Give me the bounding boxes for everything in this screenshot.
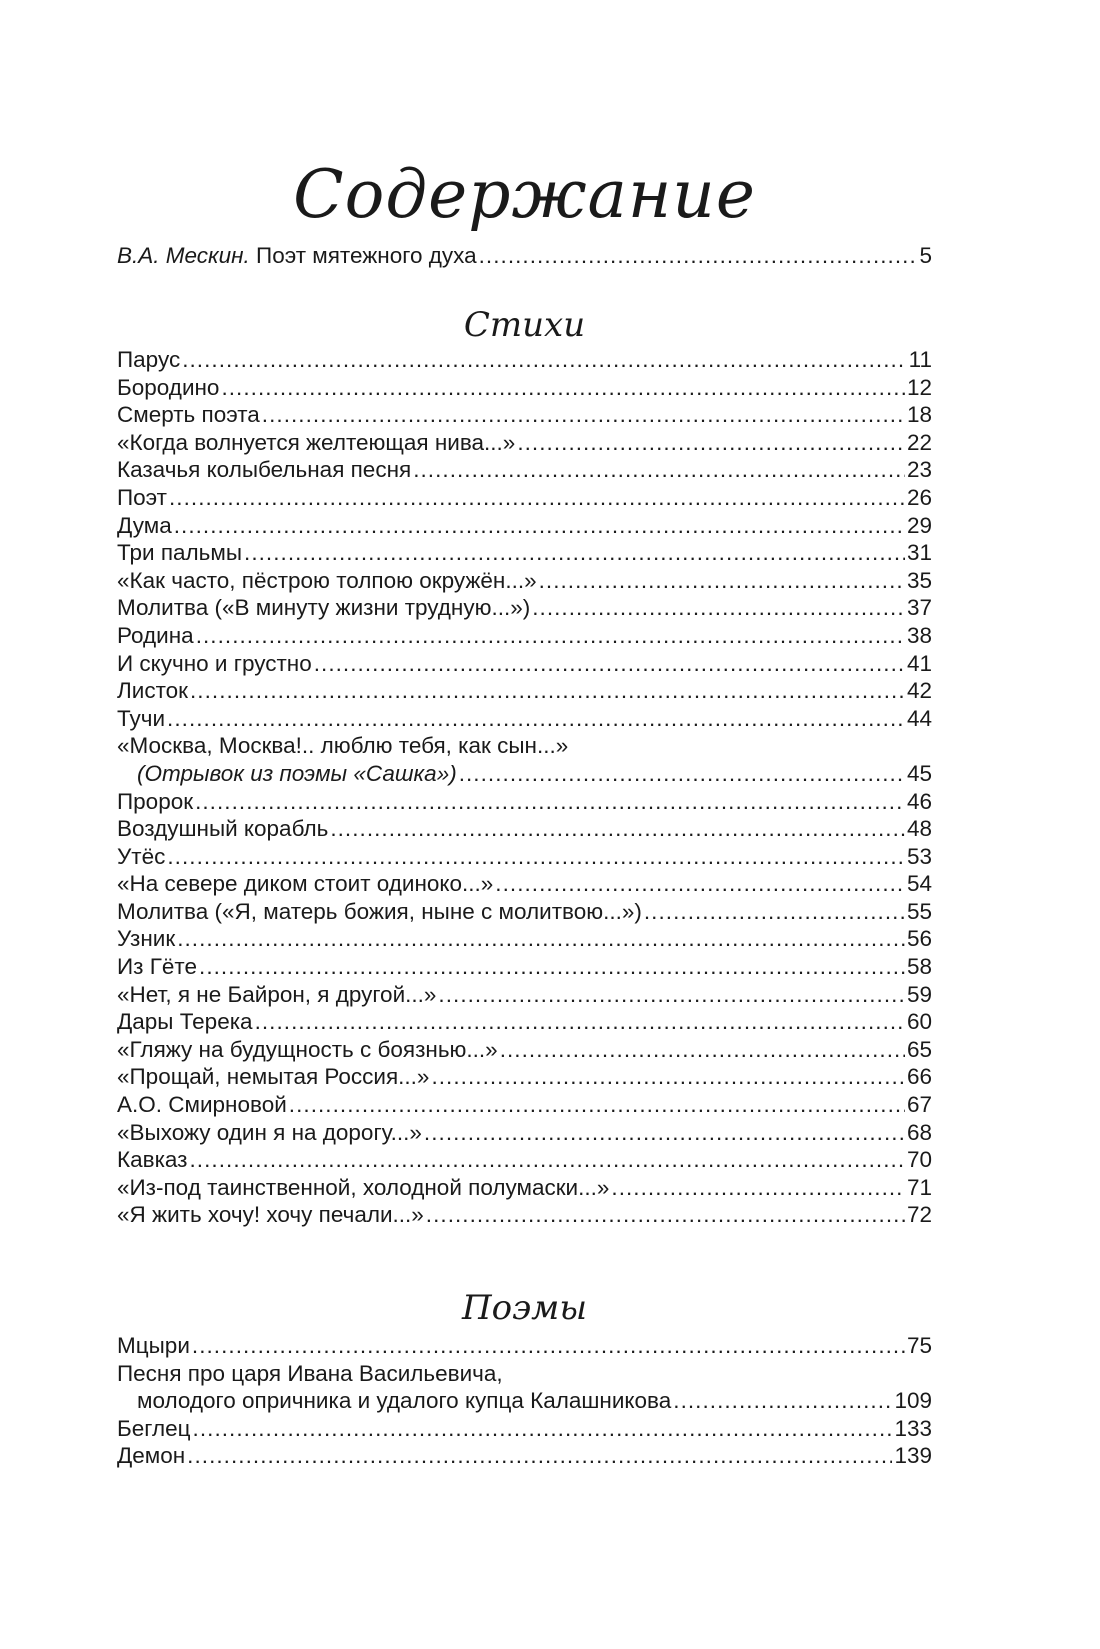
- leader-dots: [431, 1063, 905, 1091]
- section-title-narrative-poems: Поэмы: [461, 1288, 588, 1328]
- toc-entry[interactable]: [117, 1332, 932, 1360]
- toc-entry[interactable]: [117, 788, 932, 816]
- toc-entry-page: 48: [906, 816, 932, 842]
- toc-entry[interactable]: [117, 650, 932, 678]
- toc-entry-page: 58: [906, 954, 932, 980]
- leader-dots: [426, 1201, 905, 1229]
- toc-entry-label: Поэт: [117, 484, 167, 510]
- leader-dots: [413, 456, 905, 484]
- toc-entry-label: Дума: [117, 512, 172, 538]
- leader-dots: [673, 1387, 892, 1415]
- toc-entry-page: 41: [906, 650, 932, 676]
- toc-entry-continuation[interactable]: [117, 1387, 932, 1415]
- toc-entry-label: «Нет, я не Байрон, я другой...»: [117, 981, 437, 1007]
- toc-entry-page: 23: [906, 457, 932, 483]
- leader-dots: [167, 843, 905, 871]
- toc-entry-page: 37: [906, 595, 932, 621]
- leader-dots: [169, 484, 905, 512]
- toc-entry-page: 11: [908, 347, 932, 372]
- toc-entry-page: 66: [906, 1064, 932, 1090]
- toc-entry[interactable]: [117, 925, 932, 953]
- section-list-poems: [117, 346, 932, 1229]
- toc-entry-label: «Прощай, немытая Россия...»: [117, 1064, 430, 1090]
- toc-entry[interactable]: [117, 1119, 932, 1147]
- toc-entry-page: 133: [894, 1415, 932, 1441]
- toc-entry-continuation[interactable]: [117, 760, 932, 788]
- leader-dots: [495, 870, 905, 898]
- toc-entry[interactable]: [117, 1091, 932, 1119]
- toc-entry[interactable]: [117, 1146, 932, 1174]
- toc-entry-label: Дары Терека: [117, 1009, 253, 1035]
- page-title: Содержание: [293, 156, 756, 233]
- toc-entry-label: Из Гёте: [117, 954, 198, 980]
- intro-title: Поэт мятежного духа: [249, 243, 477, 268]
- leader-dots: [190, 677, 905, 705]
- toc-entry[interactable]: [117, 1008, 932, 1036]
- toc-entry-page: 109: [894, 1388, 932, 1414]
- toc-entry-label: Узник: [117, 926, 176, 952]
- toc-entry-label: Парус: [117, 347, 181, 372]
- toc-entry-page: 55: [906, 898, 932, 924]
- toc-entry[interactable]: [117, 1036, 932, 1064]
- toc-entry-page: 29: [906, 512, 932, 538]
- toc-entry-page: 12: [906, 374, 932, 400]
- toc-entry-label: «Когда волнуется желтеющая нива...»: [117, 429, 516, 455]
- toc-entry-label: «Гляжу на будущность с боязнью...»: [117, 1036, 498, 1062]
- toc-entry-label: Мцыри: [117, 1333, 190, 1358]
- leader-dots: [244, 539, 905, 567]
- leader-dots: [424, 1119, 905, 1147]
- toc-entry-page: 75: [906, 1333, 932, 1358]
- toc-entry-page: 60: [906, 1009, 932, 1035]
- leader-dots: [190, 1146, 905, 1174]
- toc-entry-no-page[interactable]: [117, 732, 932, 760]
- toc-entry-label: «Как часто, пёстрою толпою окружён...»: [117, 567, 537, 593]
- section-title-poems: Стихи: [463, 305, 586, 345]
- toc-entry[interactable]: [117, 705, 932, 733]
- toc-entry-page: 46: [906, 788, 932, 814]
- leader-dots: [192, 1332, 905, 1360]
- toc-entry[interactable]: [117, 1201, 932, 1229]
- toc-entry-label: Беглец: [117, 1415, 191, 1441]
- toc-entry-label: молодого опричника и удалого купца Калашникова: [137, 1388, 672, 1414]
- leader-dots: [644, 898, 905, 926]
- toc-entry-label: «На севере диком стоит одиноко...»: [117, 871, 494, 897]
- leader-dots: [539, 567, 905, 595]
- leader-dots: [532, 594, 905, 622]
- toc-entry[interactable]: [117, 1174, 932, 1202]
- toc-entry[interactable]: [117, 374, 932, 402]
- toc-entry-page: 35: [906, 567, 932, 593]
- toc-entry[interactable]: [117, 346, 932, 374]
- toc-entry-label: А.О. Смирновой: [117, 1092, 287, 1118]
- toc-entry-label: Молитва («В минуту жизни трудную...»): [117, 595, 531, 621]
- toc-entry-page: 5: [919, 243, 932, 268]
- leader-dots: [196, 622, 905, 650]
- toc-entry-label: «Из-под таинственной, холодной полумаски...»: [117, 1174, 610, 1200]
- leader-dots: [174, 512, 905, 540]
- toc-entry[interactable]: [117, 567, 932, 595]
- toc-entry[interactable]: [117, 870, 932, 898]
- leader-dots: [167, 705, 905, 733]
- toc-entry[interactable]: [117, 429, 932, 457]
- leader-dots: [459, 760, 905, 788]
- toc-entry-label: Смерть поэта: [117, 402, 260, 428]
- toc-entry-label: И скучно и грустно: [117, 650, 312, 676]
- toc-entry-label: Молитва («Я, матерь божия, ныне с молитвою...»): [117, 898, 642, 924]
- leader-dots: [438, 981, 905, 1009]
- toc-entry-label: Песня про царя Ивана Васильевича,: [117, 1360, 503, 1386]
- intro-author: В.А. Мескин.: [117, 243, 250, 268]
- leader-dots: [479, 242, 918, 270]
- toc-entry[interactable]: [117, 1442, 932, 1470]
- leader-dots: [177, 925, 905, 953]
- toc-entry-label: Демон: [117, 1443, 186, 1469]
- toc-entry[interactable]: [117, 539, 932, 567]
- toc-entry[interactable]: [117, 594, 932, 622]
- toc-entry-subtitle: (Отрывок из поэмы «Сашка»): [137, 760, 457, 786]
- toc-entry-page: 67: [906, 1092, 932, 1118]
- toc-entry-page: 38: [906, 622, 932, 648]
- toc-entry-label: [117, 760, 457, 788]
- leader-dots: [193, 1415, 893, 1443]
- toc-entry[interactable]: [117, 677, 932, 705]
- toc-entry-page: 44: [906, 705, 932, 731]
- toc-entry-label: «Я жить хочу! хочу печали...»: [117, 1202, 424, 1228]
- leader-dots: [221, 374, 905, 402]
- toc-entry-label: [117, 242, 477, 270]
- toc-entry-page: 56: [906, 926, 932, 952]
- toc-entry-label: Пророк: [117, 788, 194, 814]
- toc-entry-page: 42: [906, 678, 932, 704]
- toc-entry-page: 45: [906, 760, 932, 786]
- toc-entry[interactable]: [117, 401, 932, 429]
- leader-dots: [195, 788, 905, 816]
- toc-entry-label: «Москва, Москва!.. люблю тебя, как сын...»: [117, 733, 569, 759]
- leader-dots: [182, 346, 906, 374]
- leader-dots: [517, 429, 905, 457]
- toc-entry-page: 71: [906, 1174, 932, 1200]
- toc-entry[interactable]: [117, 981, 932, 1009]
- toc-entry[interactable]: [117, 456, 932, 484]
- leader-dots: [255, 1008, 905, 1036]
- toc-entry-page: 68: [906, 1119, 932, 1145]
- toc-entry-page: 31: [906, 540, 932, 566]
- leader-dots: [187, 1442, 892, 1470]
- toc-entry-label: Тучи: [117, 705, 166, 731]
- toc-entry-label: Воздушный корабль: [117, 816, 329, 842]
- leader-dots: [262, 401, 905, 429]
- toc-entry-label: Казачья колыбельная песня: [117, 457, 412, 483]
- toc-entry[interactable]: [117, 512, 932, 540]
- toc-entry-label: Родина: [117, 622, 194, 648]
- leader-dots: [500, 1036, 905, 1064]
- toc-entry-page: 18: [906, 402, 932, 428]
- toc-entry[interactable]: [117, 953, 932, 981]
- toc-entry-page: 53: [906, 843, 932, 869]
- leader-dots: [330, 815, 905, 843]
- toc-entry-label: Утёс: [117, 843, 166, 869]
- toc-entry-page: 59: [906, 981, 932, 1007]
- toc-entry[interactable]: [117, 1415, 932, 1443]
- toc-entry-no-page[interactable]: [117, 1360, 932, 1388]
- toc-entry-intro[interactable]: [117, 242, 932, 270]
- toc-entry-page: 65: [906, 1036, 932, 1062]
- toc-entry-label: Бородино: [117, 374, 220, 400]
- leader-dots: [314, 650, 905, 678]
- toc-entry-page: 72: [906, 1202, 932, 1228]
- toc-entry-page: 139: [894, 1443, 932, 1469]
- intro-list: [117, 242, 932, 270]
- toc-entry-label: «Выхожу один я на дорогу...»: [117, 1119, 422, 1145]
- toc-entry-label: Три пальмы: [117, 540, 243, 566]
- toc-entry[interactable]: [117, 622, 932, 650]
- toc-entry-label: Листок: [117, 678, 188, 704]
- section-list-narrative-poems: [117, 1332, 932, 1470]
- toc-entry[interactable]: [117, 815, 932, 843]
- toc-entry[interactable]: [117, 898, 932, 926]
- toc-entry-page: 22: [906, 429, 932, 455]
- leader-dots: [611, 1174, 905, 1202]
- toc-entry-label: Кавказ: [117, 1147, 188, 1173]
- toc-entry-page: 70: [906, 1147, 932, 1173]
- toc-entry[interactable]: [117, 843, 932, 871]
- toc-entry[interactable]: [117, 1063, 932, 1091]
- toc-entry[interactable]: [117, 484, 932, 512]
- leader-dots: [289, 1091, 905, 1119]
- toc-entry-page: 54: [906, 871, 932, 897]
- leader-dots: [199, 953, 905, 981]
- toc-entry-page: 26: [906, 484, 932, 510]
